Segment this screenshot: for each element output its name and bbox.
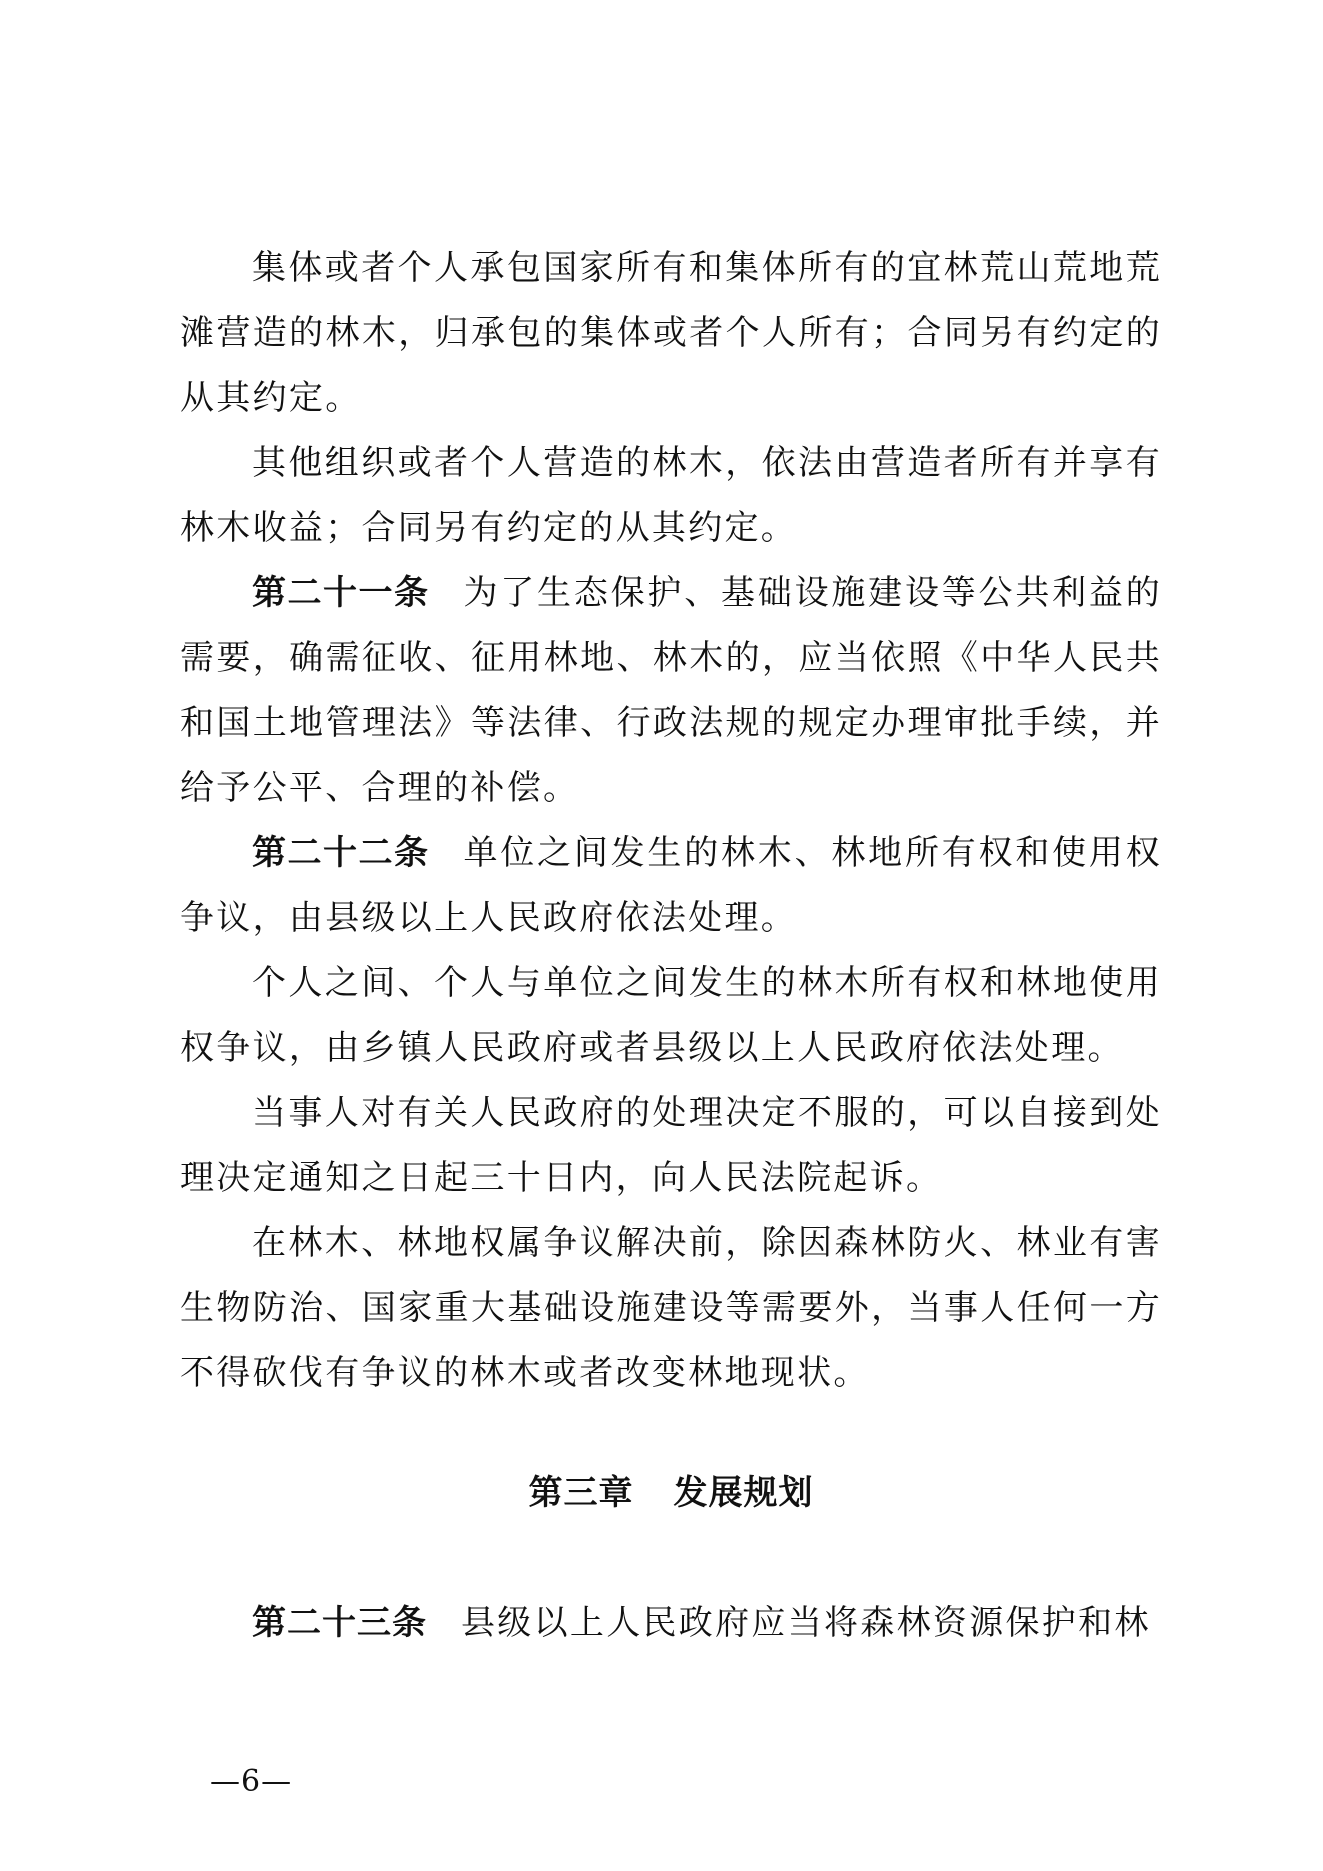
paragraph (180, 1211, 1162, 1406)
paragraph-text: 在林木、林地权属争议解决前，除因森林防火、林业有害生物防治、国家重大基础设施建设等需要外，当事人任何一方不得砍伐有争议的林木或者改变林地现状。 (180, 1223, 1162, 1393)
paragraph-text: 县级以上人民政府应当将森林资源保护和林 (461, 1603, 1151, 1643)
chapter-title: 发展规划 (673, 1473, 814, 1513)
document-body (180, 236, 1162, 1656)
paragraph (180, 561, 1162, 821)
paragraph (180, 1591, 1162, 1656)
paragraph (180, 821, 1162, 951)
page-number: —6— (210, 1764, 293, 1799)
paragraphs-after-chapter (180, 1591, 1162, 1656)
paragraph-text: 单位之间发生的林木、林地所有权和使用权争议，由县级以上人民政府依法处理。 (180, 833, 1163, 938)
paragraph-text: 集体或者个人承包国家所有和集体所有的宜林荒山荒地荒滩营造的林木，归承包的集体或者个人所有；合同另有约定的从其约定。 (180, 248, 1162, 418)
paragraph (180, 236, 1162, 431)
chapter-heading (180, 1461, 1162, 1526)
article-number: 第二十一条 (252, 573, 430, 613)
article-number: 第二十二条 (252, 833, 430, 873)
paragraph-text: 当事人对有关人民政府的处理决定不服的，可以自接到处理决定通知之日起三十日内，向人民法院起诉。 (180, 1093, 1162, 1198)
paragraphs-before-chapter (180, 236, 1162, 1406)
paragraph (180, 431, 1162, 561)
article-number: 第二十三条 (252, 1603, 427, 1643)
chapter-number: 第三章 (528, 1473, 634, 1513)
paragraph (180, 951, 1162, 1081)
paragraph-text: 其他组织或者个人营造的林木，依法由营造者所有并享有林木收益；合同另有约定的从其约定。 (180, 443, 1162, 548)
paragraph-text: 个人之间、个人与单位之间发生的林木所有权和林地使用权争议，由乡镇人民政府或者县级以上人民政府依法处理。 (180, 963, 1162, 1068)
paragraph (180, 1081, 1162, 1211)
paragraph-text: 为了生态保护、基础设施建设等公共利益的需要，确需征收、征用林地、林木的，应当依照《中华人民共和国土地管理法》等法律、行政法规的规定办理审批手续，并给予公平、合理的补偿。 (180, 573, 1163, 808)
